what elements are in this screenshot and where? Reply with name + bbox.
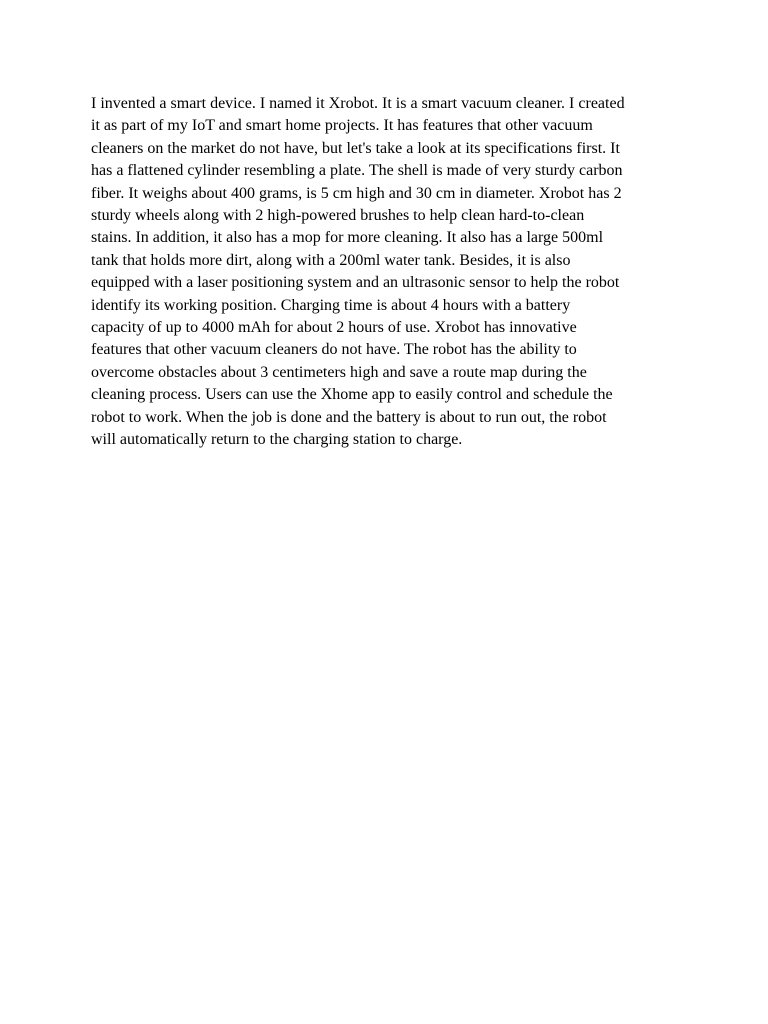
paragraph-line: has a flattened cylinder resembling a plate. The shell is made of very sturdy carbon (91, 162, 623, 180)
paragraph-line: tank that holds more dirt, along with a 200ml water tank. Besides, it is also (91, 251, 571, 269)
paragraph-line: fiber. It weighs about 400 grams, is 5 cm high and 30 cm in diameter. Xrobot has 2 (91, 184, 622, 202)
body-paragraph (91, 93, 691, 452)
paragraph-line: will automatically return to the charging station to charge. (91, 431, 463, 449)
paragraph-line: identify its working position. Charging time is about 4 hours with a battery (91, 296, 571, 314)
paragraph-line: capacity of up to 4000 mAh for about 2 hours of use. Xrobot has innovative (91, 319, 577, 337)
paragraph-line: overcome obstacles about 3 centimeters high and save a route map during the (91, 363, 587, 381)
paragraph-line: robot to work. When the job is done and the battery is about to run out, the robot (91, 408, 607, 426)
paragraph-line: cleaning process. Users can use the Xhome app to easily control and schedule the (91, 386, 613, 404)
paragraph-line: I invented a smart device. I named it Xrobot. It is a smart vacuum cleaner. I created (91, 95, 625, 112)
paragraph-line: features that other vacuum cleaners do not have. The robot has the ability to (91, 341, 577, 359)
paragraph-line: equipped with a laser positioning system and an ultrasonic sensor to help the robot (91, 274, 620, 292)
paragraph-line: sturdy wheels along with 2 high-powered brushes to help clean hard-to-clean (91, 207, 585, 225)
paragraph-line: stains. In addition, it also has a mop for more cleaning. It also has a large 500ml (91, 229, 604, 247)
paragraph-line: it as part of my IoT and smart home projects. It has features that other vacuum (91, 117, 593, 135)
paragraph-line: cleaners on the market do not have, but let's take a look at its specifications first. It (91, 139, 620, 157)
